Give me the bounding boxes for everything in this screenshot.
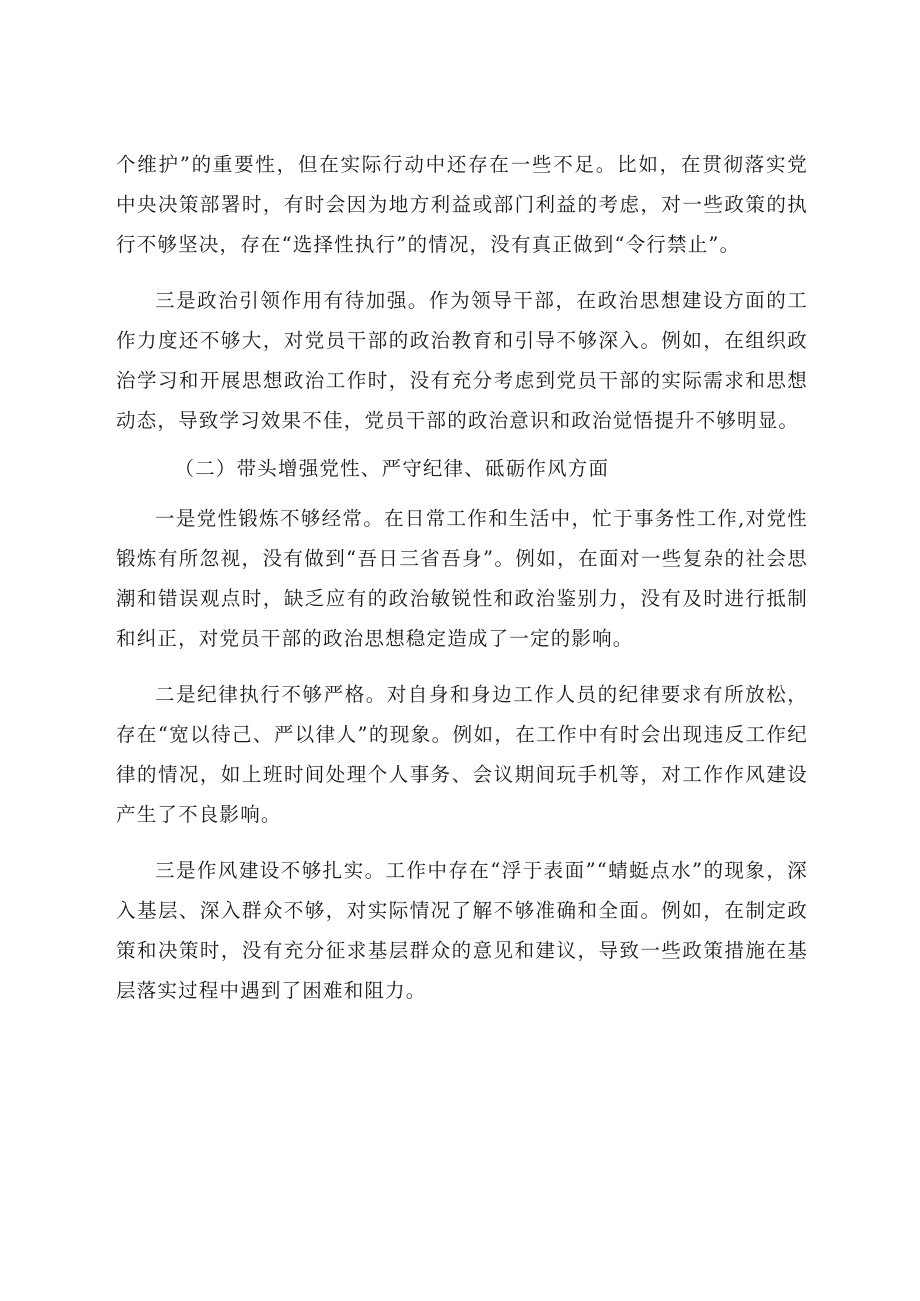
document-body bbox=[116, 145, 808, 1011]
paragraph-continuation: 个维护”的重要性，但在实际行动中还存在一些不足。比如，在贯彻落实党中央决策部署时，有时会因为地方利益或部门利益的考虑，对一些政策的执行不够坚决，存在“选择性执行”的情况，没有真正做到“令行禁止”。 bbox=[116, 153, 808, 256]
paragraph-discipline: 二是纪律执行不够严格。对自身和身边工作人员的纪律要求有所放松，存在“宽以待己、严以律人”的现象。例如，在工作中有时会出现违反工作纪律的情况，如上班时间处理个人事务、会议期间玩手机等，对工作作风建设产生了不良影响。 bbox=[116, 683, 808, 826]
section-heading: （二）带头增强党性、严守纪律、砥砺作风方面 bbox=[174, 457, 610, 480]
paragraph-political-guidance: 三是政治引领作用有待加强。作为领导干部，在政治思想建设方面的工作力度还不够大，对党员干部的政治教育和引导不够深入。例如，在组织政治学习和开展思想政治工作时，没有充分考虑到党员干部的实际需求和思想动态，导致学习效果不佳，党员干部的政治意识和政治觉悟提升不够明显。 bbox=[116, 289, 808, 432]
paragraph-gap bbox=[116, 441, 808, 449]
paragraph-gap bbox=[116, 491, 808, 499]
paragraph-party-spirit: 一是党性锻炼不够经常。在日常工作和生活中，忙于事务性工作,对党性锻炼有所忽视，没有做到“吾日三省吾身”。例如，在面对一些复杂的社会思潮和错误观点时，缺乏应有的政治敏锐性和政治鉴别力，没有及时进行抵制和纠正，对党员干部的政治思想稳定造成了一定的影响。 bbox=[116, 507, 808, 650]
paragraph-gap bbox=[116, 265, 808, 281]
paragraph-gap bbox=[116, 659, 808, 675]
paragraph-work-style: 三是作风建设不够扎实。工作中存在“浮于表面”“蜻蜓点水”的现象，深入基层、深入群众不够，对实际情况了解不够准确和全面。例如，在制定政策和决策时，没有充分征求基层群众的意见和建议，导致一些政策措施在基层落实过程中遇到了困难和阻力。 bbox=[116, 859, 808, 1002]
paragraph-gap bbox=[116, 835, 808, 851]
